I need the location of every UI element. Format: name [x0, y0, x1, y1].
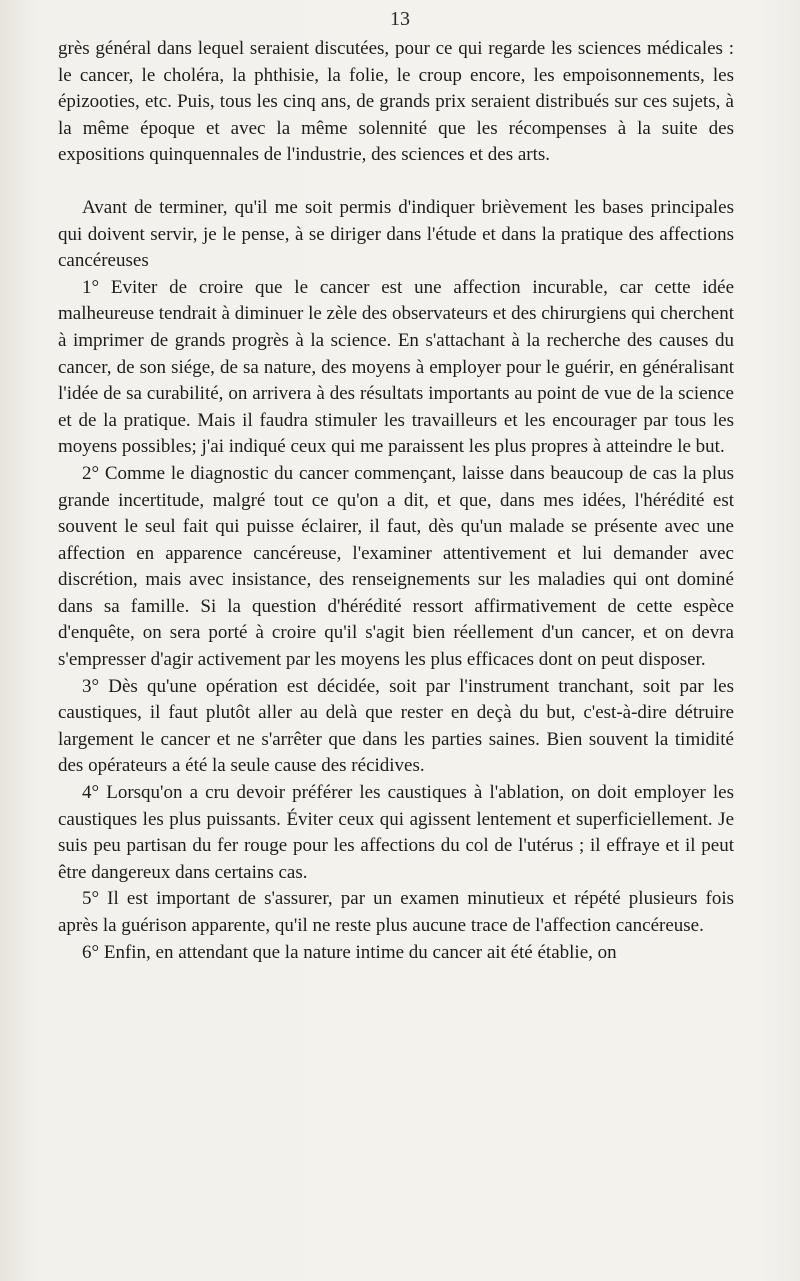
paragraph-point-2: 2° Comme le diagnostic du cancer commençant, laisse dans beaucoup de cas la plus grande incertitude, malgré tout ce qu'on a dit, et que, dans mes idées, l'hérédité est souvent le seul fait qui puisse éclairer, il faut, dès qu'un malade se présente avec une affection en apparence cancéreuse, l'examiner attentivement et lui demander avec discrétion, mais avec insistance, des renseignements sur les maladies qui ont dominé dans sa famille. Si la question d'hérédité ressort affirmativement de cette espèce d'enquête, on sera porté à croire qu'il s'agit bien réellement d'un cancer, et on devra s'empresser d'agir activement par les moyens les plus efficaces dont on peut disposer.: [58, 462, 734, 671]
paragraph-point-1: 1° Eviter de croire que le cancer est une affection incurable, car cette idée malheureuse tendrait à diminuer le zèle des observateurs et des chirurgiens qui cherchent à imprimer de grands progrès à la science. En s'attachant à la recherche des causes du cancer, de son siége, de sa nature, des moyens à employer pour le guérir, en généralisant l'idée de sa curabilité, on arrivera à des résultats importants au point de vue de la science et de la pratique. Mais il faudra stimuler les travailleurs et les encourager par tous les moyens possibles; j'ai indiqué ceux qui me paraissent les plus propres à atteindre le but.: [58, 276, 734, 458]
paragraph-continuation: grès général dans lequel seraient discutées, pour ce qui regarde les sciences médicales : le cancer, le choléra, la phthisie, la folie, le croup encore, les empoisonnements, les épizooties, etc. Puis, tous les cinq ans, de grands prix seraient distribués sur ces sujets, à la même époque et avec la même solennité que les récompenses à la suite des expositions quinquennales de l'industrie, des sciences et des arts.: [58, 38, 734, 166]
body-text: [58, 36, 734, 966]
paragraph-point-6: 6° Enfin, en attendant que la nature intime du cancer ait été établie, on: [82, 941, 617, 963]
paragraph-point-4: 4° Lorsqu'on a cru devoir préférer les caustiques à l'ablation, on doit employer les caustiques les plus puissants. Éviter ceux qui agissent lentement et superficiellement. Je suis peu partisan du fer rouge pour les affections du col de l'utérus ; il effraye et il peut être dangereux dans certains cas.: [58, 782, 734, 883]
page-number: 13: [390, 8, 410, 30]
paragraph-point-3: 3° Dès qu'une opération est décidée, soit par l'instrument tranchant, soit par les caustiques, il faut plutôt aller au delà que rester en deçà du but, c'est-à-dire détruire largement le cancer et ne s'arrêter que dans les parties saines. Bien souvent la timidité des opérateurs a été la seule cause des récidives.: [58, 675, 734, 777]
paragraph-point-5: 5° Il est important de s'assurer, par un examen minutieux et répété plusieurs fois après la guérison apparente, qu'il ne reste plus aucune trace de l'affection cancéreuse.: [58, 888, 734, 936]
paragraph-introduction: Avant de terminer, qu'il me soit permis d'indiquer brièvement les bases principales qui doivent servir, je le pense, à se diriger dans l'étude et dans la pratique des affections cancéreuses: [58, 196, 734, 272]
